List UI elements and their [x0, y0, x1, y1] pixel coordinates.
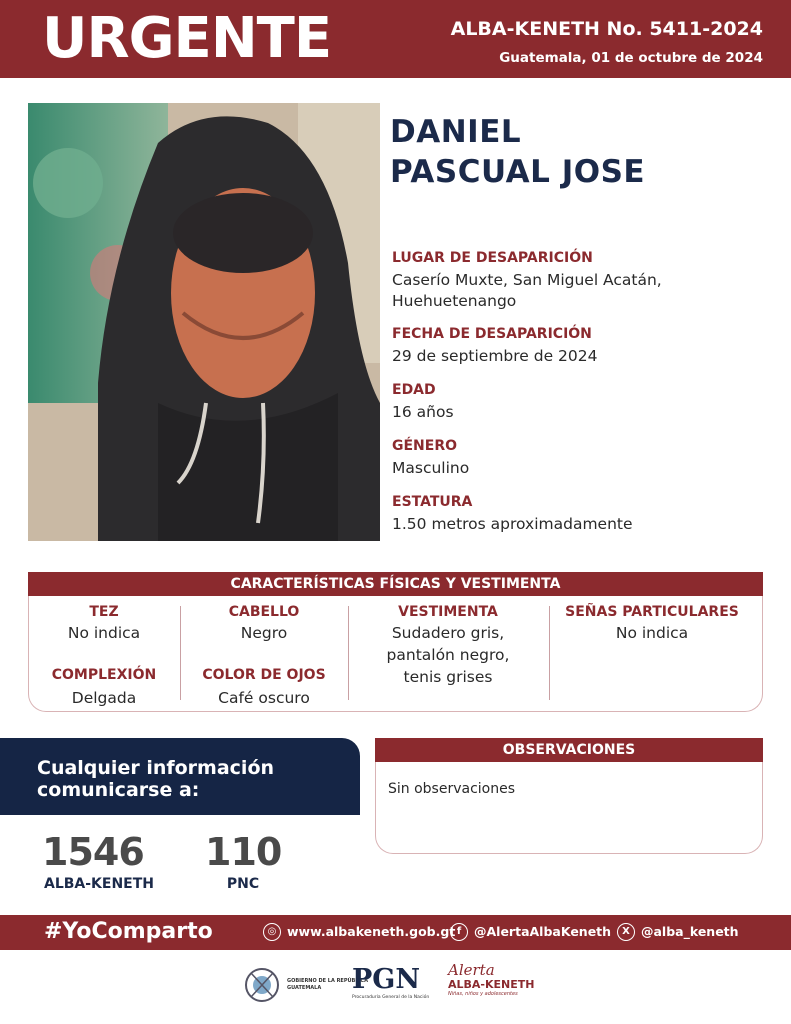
clothing-value-line1: Sudadero gris, [391, 624, 505, 642]
hair-value: Negro [240, 624, 288, 642]
contact-text [37, 757, 274, 801]
column-divider [180, 606, 181, 700]
alert-date: Guatemala, 01 de octubre de 2024 [499, 50, 763, 66]
gender-block [392, 438, 772, 479]
alba-name: ALBA-KENETH [448, 978, 535, 991]
place-value-line1: Caserío Muxte, San Miguel Acatán, [392, 271, 662, 289]
height-block [392, 494, 772, 535]
place-block [392, 250, 772, 312]
alba-keneth-logo [448, 962, 534, 997]
pgn-letters: PGN [352, 964, 421, 995]
clothing-value-line3: tenis grises [403, 668, 493, 686]
eyes-value: Café oscuro [218, 689, 310, 707]
age-block [392, 382, 772, 423]
alba-alerta: Alerta [448, 961, 495, 979]
observations-text: Sin observaciones [388, 781, 516, 797]
clothing-value-line2: pantalón negro, [386, 646, 510, 664]
person-first-name: DANIEL [390, 114, 522, 150]
date-label: FECHA DE DESAPARICIÓN [392, 326, 592, 342]
contact-line1: Cualquier información [37, 757, 275, 779]
facebook-icon: f [450, 923, 468, 941]
person-name [390, 112, 645, 192]
phone-number-pnc[interactable]: 110 [205, 830, 282, 874]
alba-tagline: Niñas, niños y adolescentes [448, 991, 518, 997]
person-last-name: PASCUAL JOSE [390, 154, 646, 190]
gender-value: Masculino [392, 459, 470, 477]
facebook-text: @AlertaAlbaKeneth [474, 924, 612, 939]
x-icon: X [617, 923, 635, 941]
facebook-link[interactable] [450, 923, 611, 941]
phone-number-alba[interactable]: 1546 [42, 830, 144, 874]
pgn-subtitle: Procuraduría General de la Nación [352, 995, 430, 1000]
gob-line2: GUATEMALA [287, 985, 322, 991]
date-value: 29 de septiembre de 2024 [392, 347, 598, 365]
age-label: EDAD [392, 382, 436, 398]
observations-title: OBSERVACIONES [375, 738, 763, 762]
gob-line1: GOBIERNO DE LA REPÚBLICA [287, 978, 368, 984]
age-value: 16 años [392, 403, 454, 421]
urgent-title: URGENTE [42, 6, 332, 71]
phone-label-pnc: PNC [226, 876, 260, 892]
tez-label: TEZ [89, 604, 119, 620]
government-logo [243, 965, 368, 1005]
alert-number: ALBA-KENETH No. 5411-2024 [450, 18, 763, 40]
website-link[interactable] [263, 923, 455, 941]
hair-label: CABELLO [228, 604, 300, 620]
x-text: @alba_keneth [641, 924, 739, 939]
pgn-logo [352, 965, 429, 1000]
characteristics-title: CARACTERÍSTICAS FÍSICAS Y VESTIMENTA [28, 572, 763, 596]
complexion-value: Delgada [71, 689, 137, 707]
column-divider [549, 606, 550, 700]
height-value: 1.50 metros aproximadamente [392, 515, 633, 533]
missing-person-photo [28, 103, 380, 541]
globe-icon: ◎ [263, 923, 281, 941]
height-label: ESTATURA [392, 494, 473, 510]
place-value-line2: Huehuetenango [392, 292, 517, 310]
website-text: www.albakeneth.gob.gt [287, 924, 456, 939]
marks-value: No indica [615, 624, 689, 642]
x-link[interactable] [617, 923, 739, 941]
place-label: LUGAR DE DESAPARICIÓN [392, 250, 593, 266]
complexion-label: COMPLEXIÓN [51, 667, 157, 683]
clothing-label: VESTIMENTA [398, 604, 498, 620]
phone-label-alba: ALBA-KENETH [43, 876, 155, 892]
hashtag: #YoComparto [44, 919, 213, 944]
date-block [392, 326, 772, 367]
guatemala-coat-of-arms-icon [243, 965, 281, 1005]
gender-label: GÉNERO [392, 438, 458, 454]
eyes-label: COLOR DE OJOS [202, 667, 326, 683]
marks-label: SEÑAS PARTICULARES [565, 604, 739, 620]
tez-value: No indica [67, 624, 141, 642]
contact-line2: comunicarse a: [37, 779, 200, 801]
